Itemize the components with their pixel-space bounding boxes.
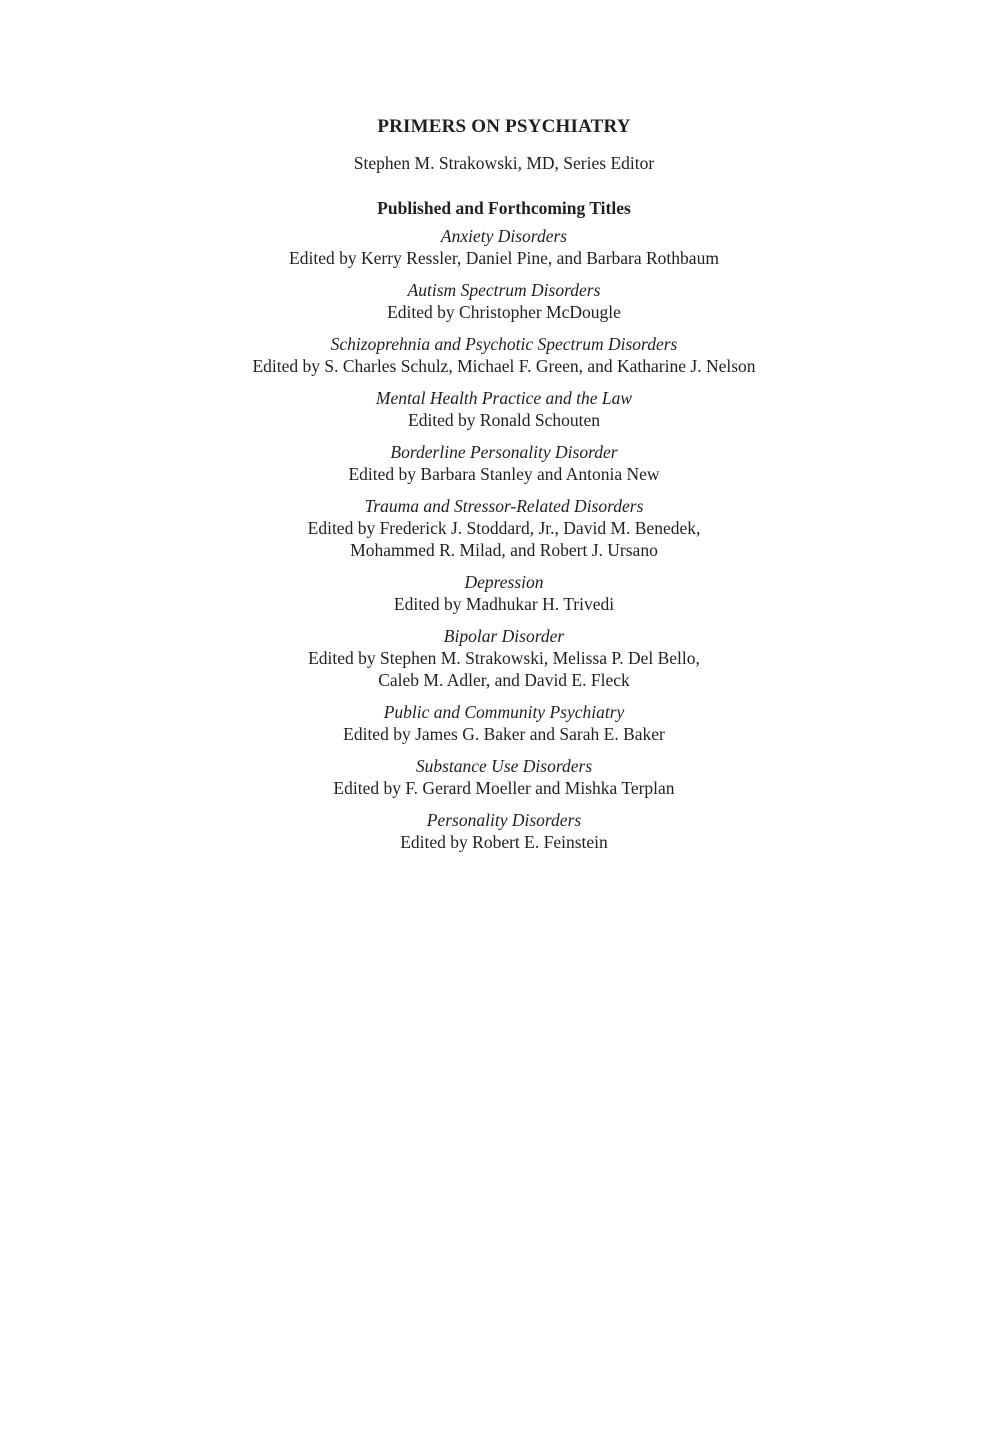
series-editor: Stephen M. Strakowski, MD, Series Editor [353, 153, 655, 173]
book-entry [0, 809, 1008, 853]
book-entry [0, 701, 1008, 745]
editor-line: Edited by Robert E. Feinstein [400, 832, 608, 852]
book-title: Autism Spectrum Disorders [407, 280, 601, 300]
book-entry [0, 333, 1008, 377]
editor-line: Edited by Madhukar H. Trivedi [393, 594, 615, 614]
book-editors [0, 301, 1008, 323]
book-editors [0, 593, 1008, 615]
book-entry [0, 495, 1008, 561]
book-title: Bipolar Disorder [443, 626, 565, 646]
editor-line: Mohammed R. Milad, and Robert J. Ursano [350, 540, 658, 560]
book-editors [0, 409, 1008, 431]
book-title: Personality Disorders [426, 810, 582, 830]
book-editors [0, 831, 1008, 853]
editor-line: Edited by Frederick J. Stoddard, Jr., David M. Benedek, [307, 518, 701, 538]
book-title: Trauma and Stressor-Related Disorders [364, 496, 644, 516]
editor-line: Edited by Christopher McDougle [387, 302, 621, 322]
series-page-content [0, 113, 1008, 863]
series-title: PRIMERS ON PSYCHIATRY [377, 116, 631, 137]
book-entry [0, 225, 1008, 269]
book-entry [0, 625, 1008, 691]
book-title: Borderline Personality Disorder [390, 442, 618, 462]
book-editors [0, 723, 1008, 745]
book-title: Anxiety Disorders [440, 226, 568, 246]
book-entry [0, 279, 1008, 323]
editor-line: Edited by Stephen M. Strakowski, Melissa P. Del Bello, [308, 648, 700, 668]
editor-line: Edited by James G. Baker and Sarah E. Baker [343, 724, 665, 744]
book-editors [0, 517, 1008, 561]
book-editors [0, 647, 1008, 691]
section-heading: Published and Forthcoming Titles [377, 198, 631, 218]
editor-line: Caleb M. Adler, and David E. Fleck [378, 670, 630, 690]
book-title: Schizoprehnia and Psychotic Spectrum Disorders [330, 334, 678, 354]
editor-line: Edited by Ronald Schouten [408, 410, 600, 430]
book-editors [0, 777, 1008, 799]
book-entry [0, 755, 1008, 799]
book-title: Public and Community Psychiatry [383, 702, 625, 722]
book-editors [0, 355, 1008, 377]
book-editors [0, 247, 1008, 269]
book-editors [0, 463, 1008, 485]
editor-line: Edited by Barbara Stanley and Antonia New [348, 464, 660, 484]
editor-line: Edited by Kerry Ressler, Daniel Pine, and Barbara Rothbaum [289, 248, 719, 268]
editor-line: Edited by F. Gerard Moeller and Mishka Terplan [333, 778, 675, 798]
book-entry [0, 571, 1008, 615]
editor-line: Edited by S. Charles Schulz, Michael F. Green, and Katharine J. Nelson [252, 356, 756, 376]
book-title: Mental Health Practice and the Law [375, 388, 633, 408]
book-list [0, 225, 1008, 853]
book-title: Substance Use Disorders [415, 756, 593, 776]
book-title: Depression [464, 572, 544, 592]
book-entry [0, 441, 1008, 485]
book-entry [0, 387, 1008, 431]
